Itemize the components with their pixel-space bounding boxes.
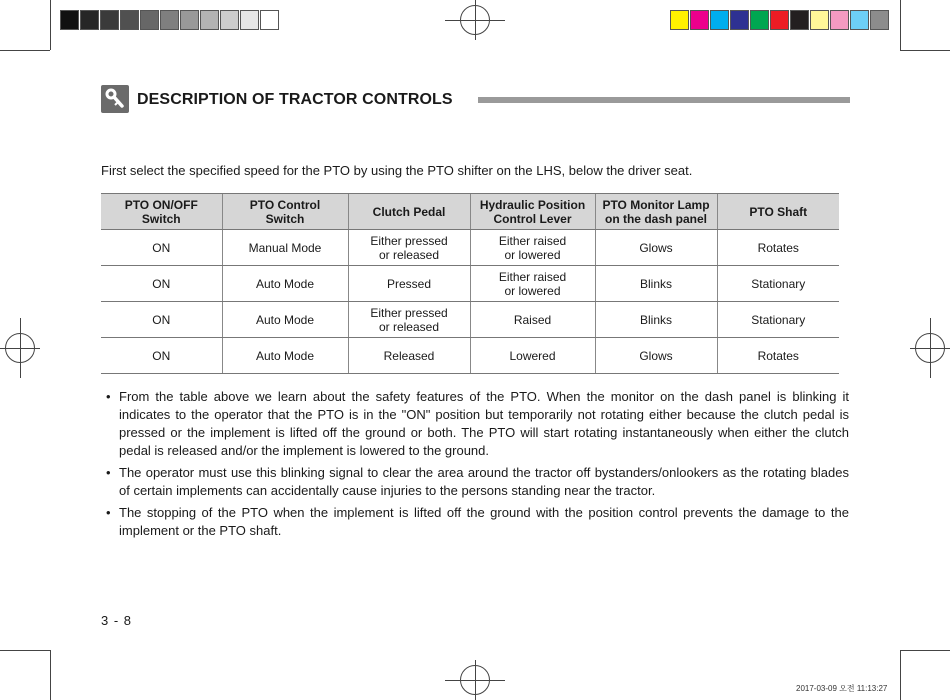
color-swatch [260,10,279,30]
table-cell: Either pressed or released [348,302,470,338]
color-swatch [240,10,259,30]
table-cell: Either raised or lowered [470,266,595,302]
table-cell: Auto Mode [222,266,348,302]
table-cell: Glows [595,230,717,266]
color-swatch [200,10,219,30]
table-cell: Manual Mode [222,230,348,266]
crop-mark [900,650,901,700]
column-header: Clutch Pedal [348,194,470,230]
column-header: Hydraulic Position Control Lever [470,194,595,230]
crop-mark [0,50,50,51]
color-swatch [60,10,79,30]
table-cell: ON [101,338,222,374]
bullet-icon: • [106,465,111,480]
crop-mark [0,650,50,651]
crop-mark [50,650,51,700]
table-cell: Rotates [717,338,839,374]
color-swatch [730,10,749,30]
wrench-icon [101,85,129,113]
color-swatch [80,10,99,30]
pto-controls-table [101,193,839,374]
color-swatch [120,10,139,30]
table-cell: Blinks [595,302,717,338]
color-swatch [770,10,789,30]
color-swatch [810,10,829,30]
color-swatch [160,10,179,30]
notes-list [101,388,849,544]
table-header-row [101,194,839,230]
color-swatch [830,10,849,30]
column-header: PTO Shaft [717,194,839,230]
color-swatch [790,10,809,30]
column-header: PTO ON/OFF Switch [101,194,222,230]
list-item: • The stopping of the PTO when the implement is lifted off the ground with the position control prevents the damage to the implement or the PTO shaft. [106,505,849,538]
column-header: PTO Monitor Lamp on the dash panel [595,194,717,230]
color-swatch [100,10,119,30]
color-swatch [750,10,769,30]
color-swatch [850,10,869,30]
table-cell: Auto Mode [222,338,348,374]
table-cell: ON [101,230,222,266]
table-cell: Raised [470,302,595,338]
table-cell: Stationary [717,302,839,338]
intro-text: First select the specified speed for the PTO by using the PTO shifter on the LHS, below the driver seat. [101,163,693,178]
section-title: DESCRIPTION OF TRACTOR CONTROLS [137,91,453,108]
color-swatch [870,10,889,30]
color-swatch [220,10,239,30]
color-swatch [690,10,709,30]
color-swatch [180,10,199,30]
list-item: • From the table above we learn about the safety features of the PTO. When the monitor on the dash panel is blinking it indicates to the operator that the PTO is in the "ON" position but temporarily not rotating either because the clutch pedal is pressed or the implement is lifted off the ground or both. The PTO will start rotating instantaneously when either the clutch pedal is released and/or the implement is lowered to the ground. [106,389,849,458]
table-cell: Stationary [717,266,839,302]
crop-mark [900,650,950,651]
table-row [101,266,839,302]
page-number: 3 - 8 [101,613,133,628]
table-cell: ON [101,302,222,338]
table-row [101,230,839,266]
table-cell: Either raised or lowered [470,230,595,266]
color-swatch [710,10,729,30]
column-header: PTO Control Switch [222,194,348,230]
table-cell: Pressed [348,266,470,302]
table-cell: Either pressed or released [348,230,470,266]
table-cell: Released [348,338,470,374]
table-row [101,302,839,338]
color-swatch [140,10,159,30]
table-cell: ON [101,266,222,302]
crop-mark [900,0,901,50]
crop-mark [50,0,51,50]
table-cell: Rotates [717,230,839,266]
list-item: • The operator must use this blinking signal to clear the area around the tractor off bystanders/onlookers as the rotating blades of certain implements can accidentally cause injuries to the persons standing near the tractor. [106,465,849,498]
print-timestamp: 2017-03-09 오전 11:13:27 [796,684,888,693]
table-cell: Glows [595,338,717,374]
table-cell: Auto Mode [222,302,348,338]
bullet-icon: • [106,389,111,404]
table-cell: Lowered [470,338,595,374]
title-rule [478,97,850,103]
table-row [101,338,839,374]
color-swatch [670,10,689,30]
table-cell: Blinks [595,266,717,302]
crop-mark [900,50,950,51]
bullet-icon: • [106,505,111,520]
